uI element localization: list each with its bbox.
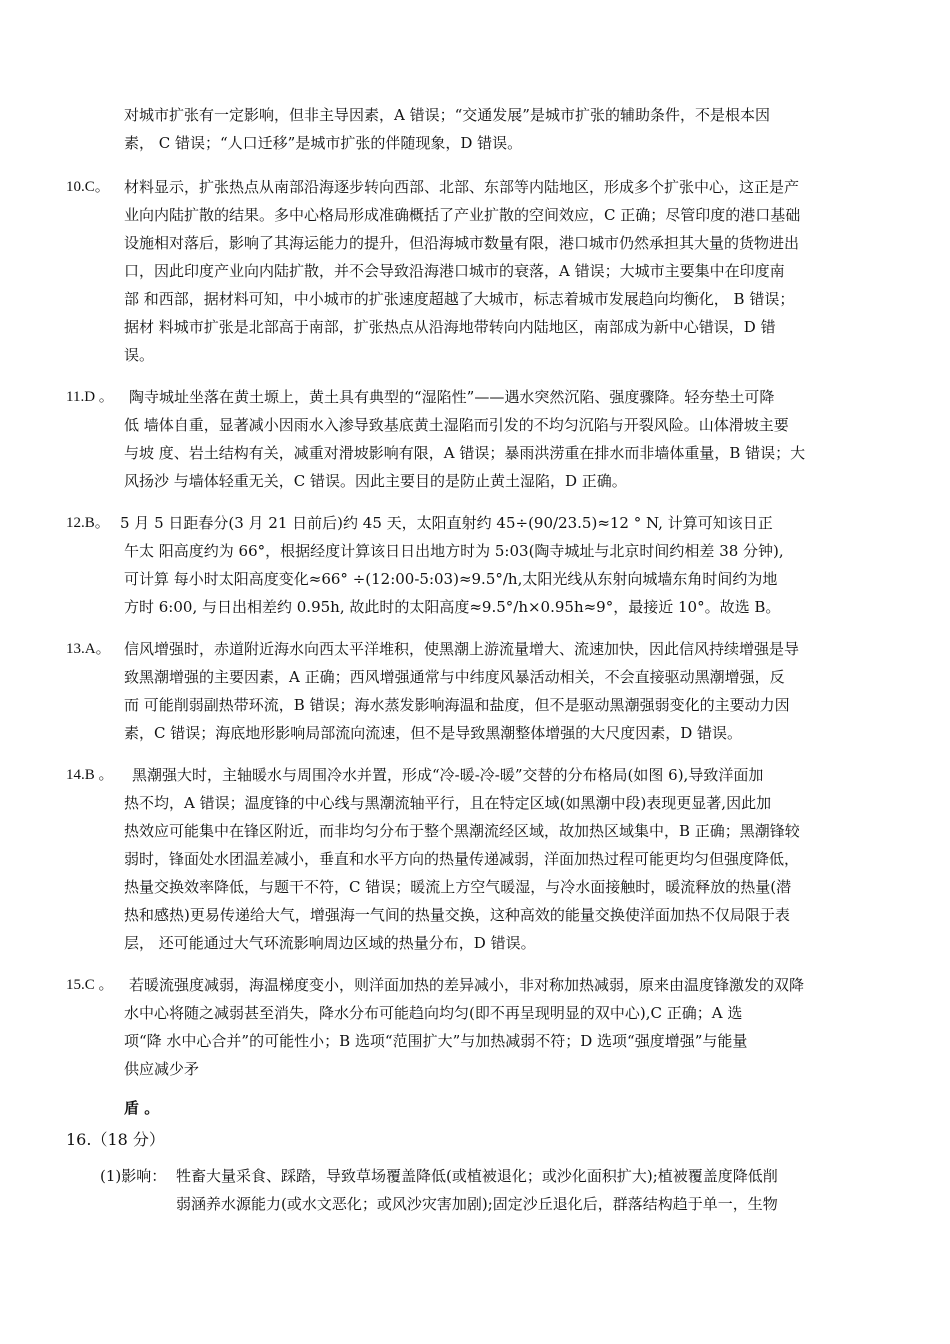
text-line: 部 和西部，据材料可知，中小城市的扩张速度超越了大城市，标志着城市发展趋向均衡化， B 错误； <box>124 290 795 308</box>
text-line: 热和感热)更易传递给大气，增强海一气间的热量交换，这种高效的能量交换使洋面加热不仅局限于表 <box>124 906 790 924</box>
answer-label: 10.C。 <box>66 179 110 195</box>
text-line: 低 墙体自重，显著减小因雨水入渗导致基底黄土湿陷而引发的不均匀沉陷与开裂风险。山体滑坡主要 <box>124 416 789 434</box>
text-line: 而 可能削弱副热带环流，B 错误；海水蒸发影响海温和盐度，但不是驱动黑潮强弱变化的主要动力因 <box>124 696 790 714</box>
text-line: 误。 <box>124 346 155 364</box>
text-line: 口，因此印度产业向内陆扩散，并不会导致沿海港口城市的衰落，A 错误；大城市主要集中在印度南 <box>124 262 785 280</box>
text-line: 信风增强时，赤道附近海水向西太平洋堆积，使黑潮上游流量增大、流速加快，因此信风持续增强是导 <box>124 640 800 658</box>
text-line: 供应减少矛 <box>124 1060 200 1078</box>
text-line: 据材 料城市扩张是北部高于南部，扩张热点从沿海地带转向内陆地区，南部成为新中心错误，D 错 <box>124 318 776 336</box>
text-line: 弱涵养水源能力(或水文恶化；或风沙灾害加剧);固定沙丘退化后，群落结构趋于单一，生物 <box>176 1195 778 1213</box>
text-line: 牲畜大量采食、踩踏，导致草场覆盖降低(或植被退化；或沙化面积扩大);植被覆盖度降低削 <box>176 1167 778 1185</box>
text-line: 业向内陆扩散的结果。多中心格局形成准确概括了产业扩散的空间效应，C 正确；尽管印度的港口基础 <box>124 206 801 224</box>
text-line: 5 月 5 日距春分(3 月 21 日前后)约 45 天，太阳直射约 45÷(90/23.5)≈12 ° N, 计算可知该日正 <box>120 514 773 532</box>
text-line: 项“降 水中心合并”的可能性小；B 选项“范围扩大”与加热减弱不符；D 选项“强度增强”与能量 <box>124 1032 748 1050</box>
text-line: 层， 还可能通过大气环流影响周边区域的热量分布，D 错误。 <box>124 934 536 952</box>
text-line: 弱时，锋面处水团温差减小，垂直和水平方向的热量传递减弱，洋面加热过程可能更均匀但强度降低， <box>124 850 800 868</box>
text-line: 对城市扩张有一定影响，但非主导因素，A 错误；“交通发展”是城市扩张的辅助条件，不是根本因 <box>124 106 770 124</box>
answer-label: 14.B 。 <box>66 767 114 783</box>
text-line: 午太 阳高度约为 66°，根据经度计算该日日出地方时为 5:03(陶寺城址与北京时间约相差 38 分钟), <box>124 542 784 560</box>
text-line: 风扬沙 与墙体轻重无关，C 错误。因此主要目的是防止黄土湿陷，D 正确。 <box>124 472 627 490</box>
text-line: 素， C 错误；“人口迁移”是城市扩张的伴随现象，D 错误。 <box>124 134 523 152</box>
text-line: 热效应可能集中在锋区附近，而非均匀分布于整个黑潮流经区域，故加热区域集中，B 正确；黑潮锋较 <box>124 822 800 840</box>
answer-label: 13.A。 <box>66 641 111 657</box>
text-line: 与坡 度、岩土结构有关，减重对滑坡影响有限，A 错误；暴雨洪涝重在排水而非墙体重量，B 错误；大 <box>124 444 806 462</box>
text-line: 致黑潮增强的主要因素，A 正确；西风增强通常与中纬度风暴活动相关，不会直接驱动黑潮增强，反 <box>124 668 785 686</box>
text-line: 水中心将随之减弱甚至消失，降水分布可能趋向均匀(即不再呈现明显的双中心),C 正确；A 选 <box>124 1004 743 1022</box>
answer-label: 12.B。 <box>66 515 110 531</box>
text-line: 黑潮强大时，主轴暖水与周围冷水并置，形成“冷-暖-冷-暖”交替的分布格局(如图 6),导致洋面加 <box>132 766 764 784</box>
part-label: (1)影响： <box>100 1167 167 1185</box>
answer-label: 11.D 。 <box>66 389 114 405</box>
text-line: 方时 6:00, 与日出相差约 0.95h, 故此时的太阳高度≈9.5°/h×0.95h≈9°，最接近 10°。故选 B。 <box>124 598 781 616</box>
text-line-tail: 盾 。 <box>124 1099 160 1117</box>
text-line: 热不均，A 错误；温度锋的中心线与黑潮流轴平行，且在特定区域(如黑潮中段)表现更显著,因此加 <box>124 794 772 812</box>
text-line: 热量交换效率降低，与题干不符，C 错误；暖流上方空气暖湿，与冷水面接触时，暖流释放的热量(潜 <box>124 878 792 896</box>
text-line: 可计算 每小时太阳高度变化≈66° ÷(12:00-5:03)≈9.5°/h,太阳光线从东射向城墙东角时间约为地 <box>124 570 778 588</box>
question-header: 16.（18 分） <box>66 1130 165 1149</box>
text-line: 若暖流强度减弱，海温梯度变小，则洋面加热的差异减小，非对称加热减弱，原来由温度锋激发的双降 <box>129 976 805 994</box>
text-line: 材料显示，扩张热点从南部沿海逐步转向西部、北部、东部等内陆地区，形成多个扩张中心，这正是产 <box>124 178 800 196</box>
answer-label: 15.C 。 <box>66 977 114 993</box>
text-line: 素，C 错误；海底地形影响局部流向流速，但不是导致黑潮整体增强的大尺度因素，D 错误。 <box>124 724 743 742</box>
text-line: 设施相对落后，影响了其海运能力的提升，但沿海城市数量有限，港口城市仍然承担其大量的货物进出 <box>124 234 800 252</box>
text-line: 陶寺城址坐落在黄土塬上，黄土具有典型的“湿陷性”——遇水突然沉陷、强度骤降。轻夯垫土可降 <box>129 388 775 406</box>
